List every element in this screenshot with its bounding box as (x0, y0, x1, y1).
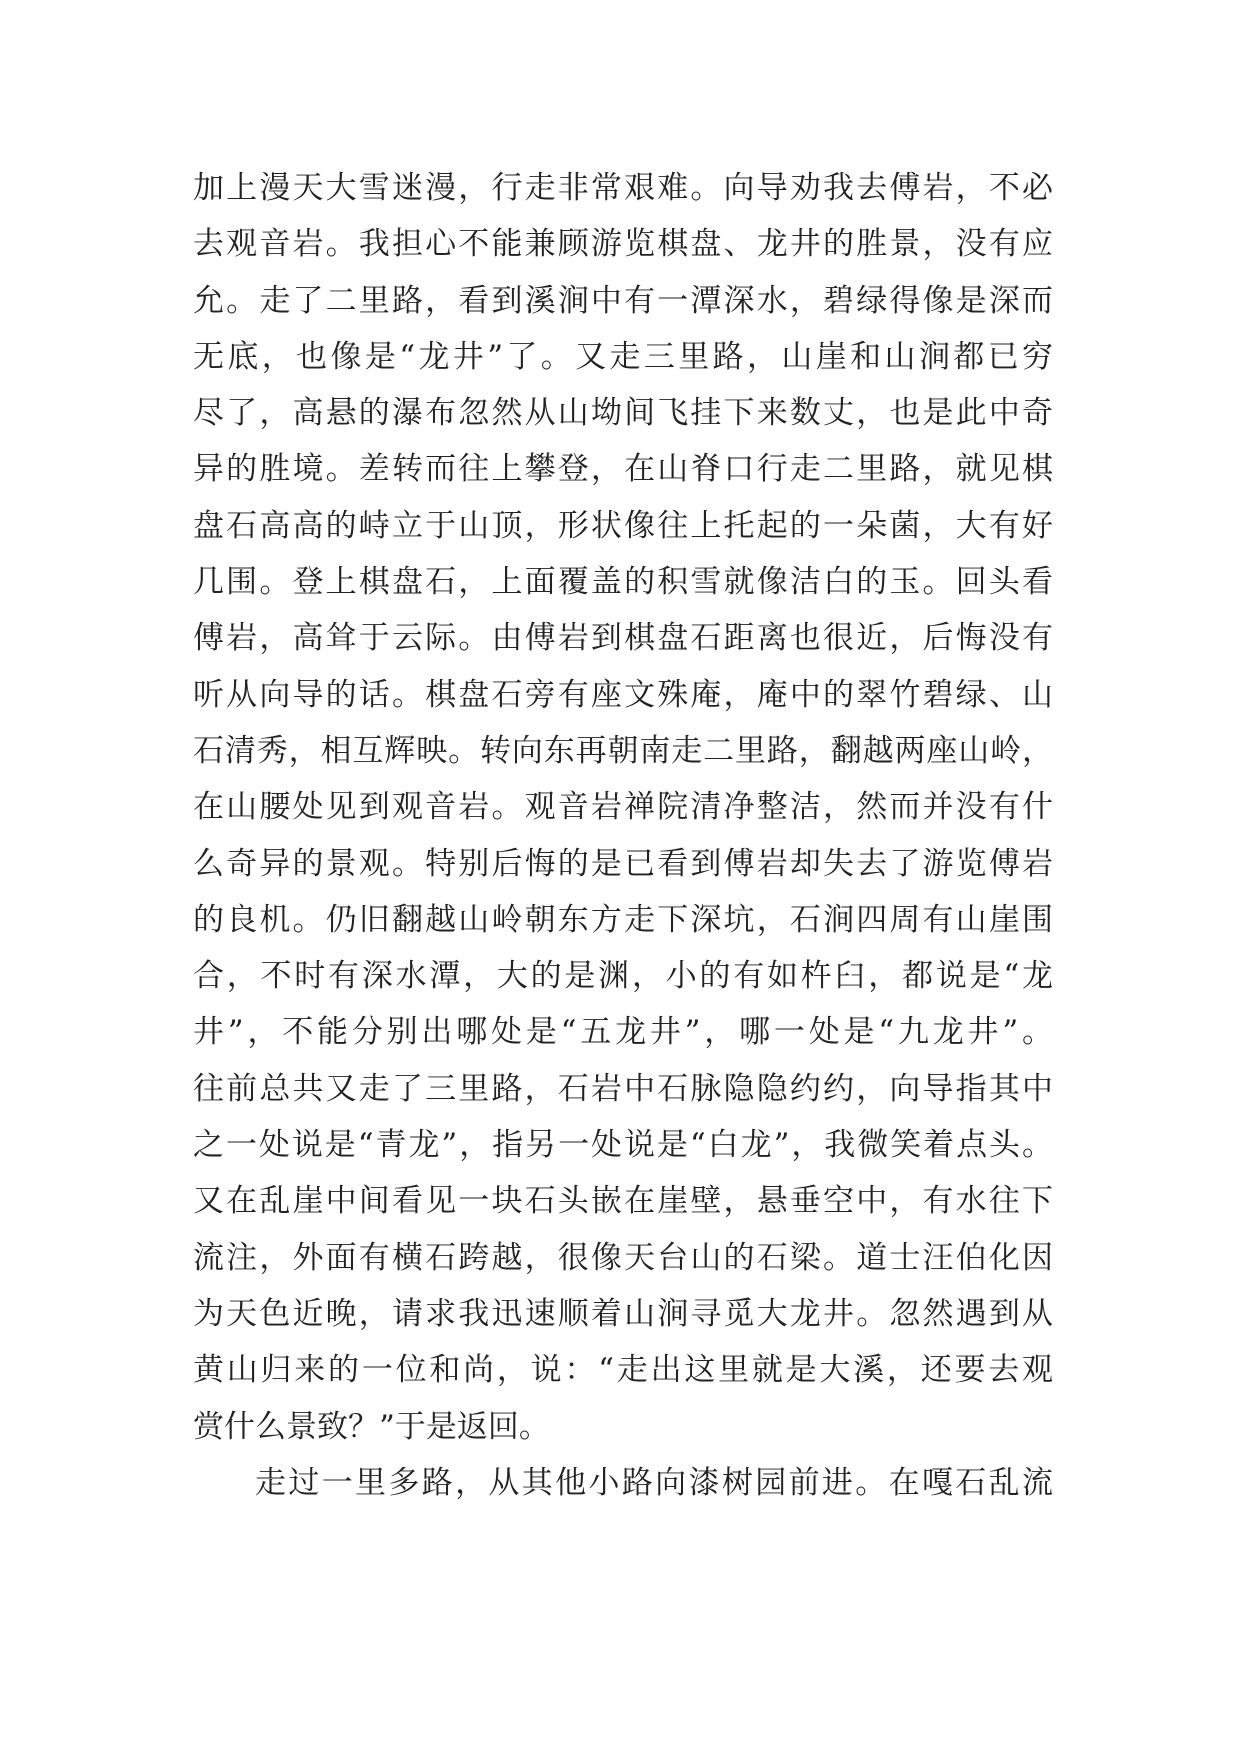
text-line: 加上漫天大雪迷漫，行走非常艰难。向导劝我去傅岩，不必 (193, 170, 1053, 206)
text-line: 允。走了二里路，看到溪涧中有一潭深水，碧绿得像是深而 (193, 282, 1053, 319)
text-line: 在山腰处见到观音岩。观音岩禅院清净整洁，然而并没有什 (193, 789, 1053, 826)
text-line: 为天色近晚，请求我迅速顺着山涧寻觅大龙井。忽然遇到从 (193, 1295, 1053, 1332)
text-line: 尽了，高悬的瀑布忽然从山坳间飞挂下来数丈，也是此中奇 (193, 395, 1053, 432)
text-line: 走过一里多路，从其他小路向漆树园前进。在嘎石乱流 (255, 1464, 1053, 1501)
text-line: 黄山归来的一位和尚，说：“走出这里就是大溪，还要去观 (193, 1352, 1053, 1389)
paragraph-1 (193, 160, 1053, 1455)
text-line: 盘石高高的峙立于山顶，形状像往上托起的一朵菌，大有好 (193, 507, 1053, 544)
text-line: 之一处说是“青龙”，指另一处说是“白龙”，我微笑着点头。 (193, 1127, 1053, 1164)
text-line: 异的胜境。差转而往上攀登，在山脊口行走二里路，就见棋 (193, 451, 1053, 488)
text-line: 合，不时有深水潭，大的是渊，小的有如杵臼，都说是“龙 (193, 958, 1053, 995)
body-text (193, 160, 1053, 1511)
text-line: 去观音岩。我担心不能兼顾游览棋盘、龙井的胜景，没有应 (193, 226, 1053, 263)
text-line: 么奇异的景观。特别后悔的是已看到傅岩却失去了游览傅岩 (193, 845, 1053, 882)
text-line: 无底，也像是“龙井”了。又走三里路，山崖和山涧都已穷 (193, 338, 1053, 375)
text-line: 几围。登上棋盘石，上面覆盖的积雪就像洁白的玉。回头看 (193, 564, 1053, 601)
text-line: 石清秀，相互辉映。转向东再朝南走二里路，翻越两座山岭， (193, 732, 1053, 769)
text-line: 傅岩，高耸于云际。由傅岩到棋盘石距离也很近，后悔没有 (193, 620, 1053, 657)
text-line: 赏什么景致？”于是返回。 (193, 1408, 550, 1445)
text-line: 流注，外面有横石跨越，很像天台山的石梁。道士汪伯化因 (193, 1239, 1053, 1276)
paragraph-2 (193, 1455, 1053, 1511)
text-line: 又在乱崖中间看见一块石头嵌在崖壁，悬垂空中，有水往下 (193, 1183, 1053, 1220)
text-line: 往前总共又走了三里路，石岩中石脉隐隐约约，向导指其中 (193, 1070, 1053, 1107)
text-line: 听从向导的话。棋盘石旁有座文殊庵，庵中的翠竹碧绿、山 (193, 676, 1053, 713)
text-line: 井”，不能分别出哪处是“五龙井”，哪一处是“九龙井”。 (193, 1014, 1053, 1051)
text-line: 的良机。仍旧翻越山岭朝东方走下深坑，石涧四周有山崖围 (193, 901, 1053, 938)
